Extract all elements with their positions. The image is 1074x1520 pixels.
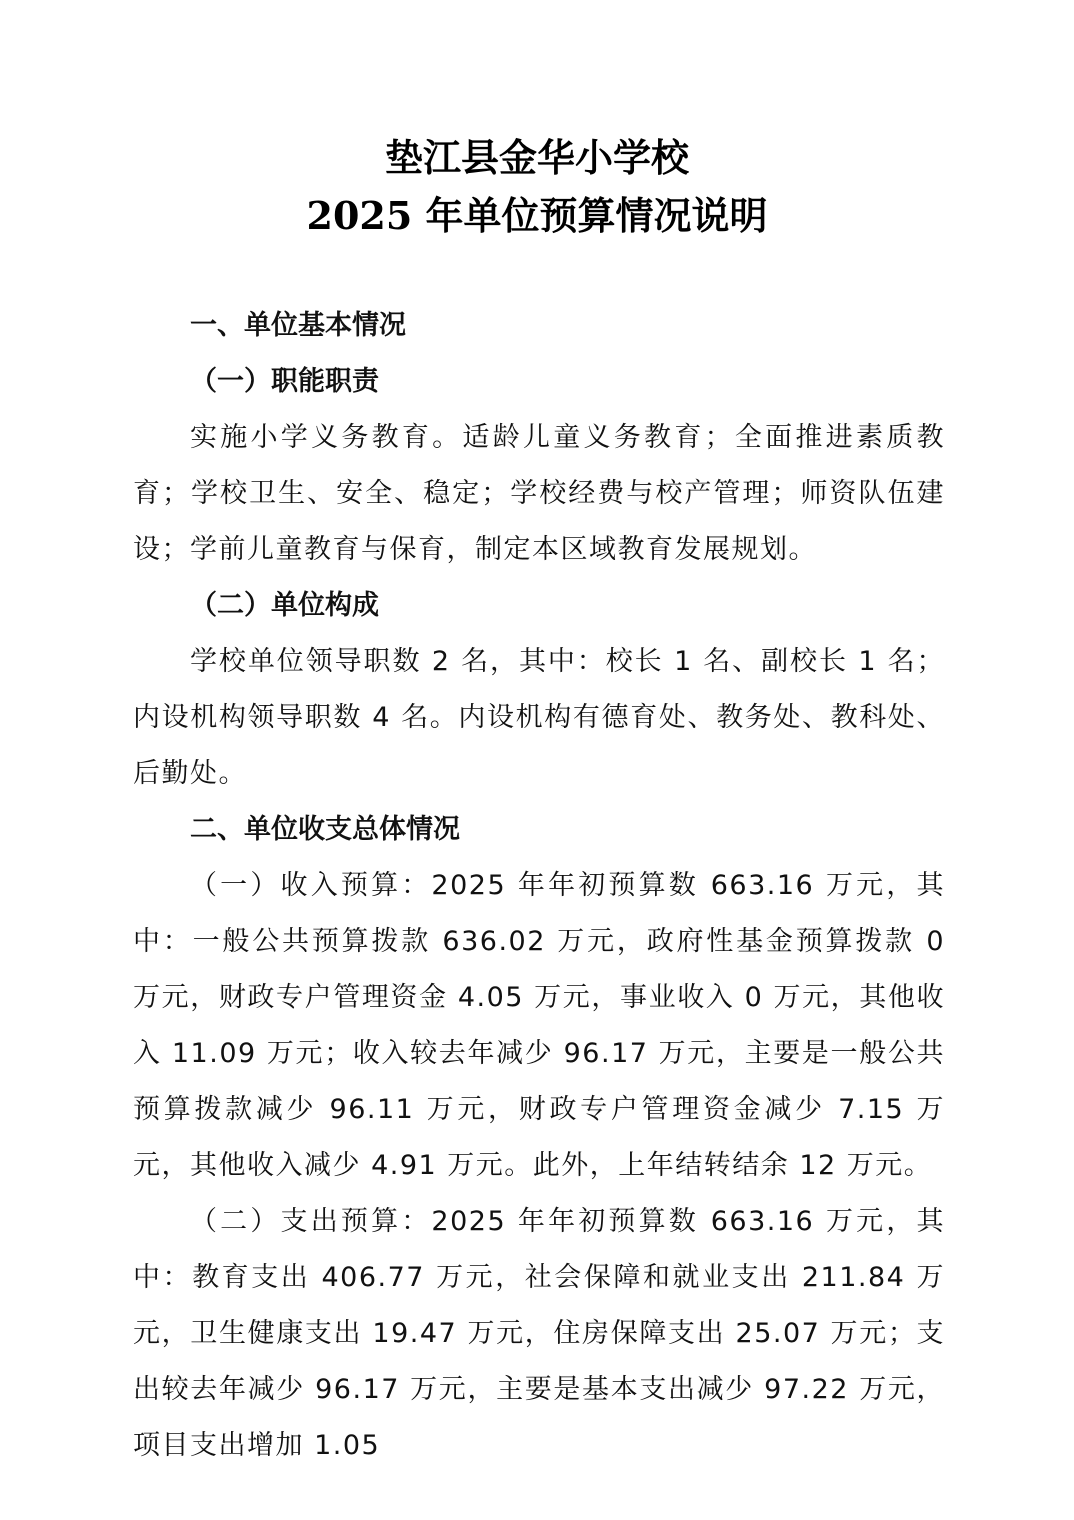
document-title-line1: 垫江县金华小学校 <box>384 135 689 180</box>
section-heading-basic-info: 一、单位基本情况 <box>190 310 406 341</box>
paragraph-expenditure-budget: （二）支出预算：2025 年年初预算数 663.16 万元，其中：教育支出 406.77 万元，社会保障和就业支出 211.84 万元，卫生健康支出 19.47 万元，住房保障支出 25.07 万元；支出较去年减少 96.17 万元，主要是基本支出减少 97.22 万元，项目支出增加 1.05 <box>133 1206 945 1461</box>
subsection-heading-composition: （二）单位构成 <box>190 590 379 621</box>
document-title-line2: 2025 年单位预算情况说明 <box>306 193 768 238</box>
subsection-heading-duties: （一）职能职责 <box>190 366 379 397</box>
section-heading-budget-overview: 二、单位收支总体情况 <box>190 814 460 845</box>
paragraph-duties: 实施小学义务教育。适龄儿童义务教育；全面推进素质教育；学校卫生、安全、稳定；学校经费与校产管理；师资队伍建设；学前儿童教育与保育，制定本区域教育发展规划。 <box>133 422 945 565</box>
paragraph-composition: 学校单位领导职数 2 名，其中：校长 1 名、副校长 1 名；内设机构领导职数 4 名。内设机构有德育处、教务处、教科处、后勤处。 <box>133 646 945 789</box>
document-body <box>133 298 945 1474</box>
paragraph-income-budget: （一）收入预算：2025 年年初预算数 663.16 万元，其中：一般公共预算拨款 636.02 万元，政府性基金预算拨款 0 万元，财政专户管理资金 4.05 万元，事业收入 0 万元，其他收入 11.09 万元；收入较去年减少 96.17 万元，主要是一般公共预算拨款减少 96.11 万元，财政专户管理资金减少 7.15 万元，其他收入减少 4.91 万元。此外，上年结转结余 12 万元。 <box>133 870 945 1181</box>
